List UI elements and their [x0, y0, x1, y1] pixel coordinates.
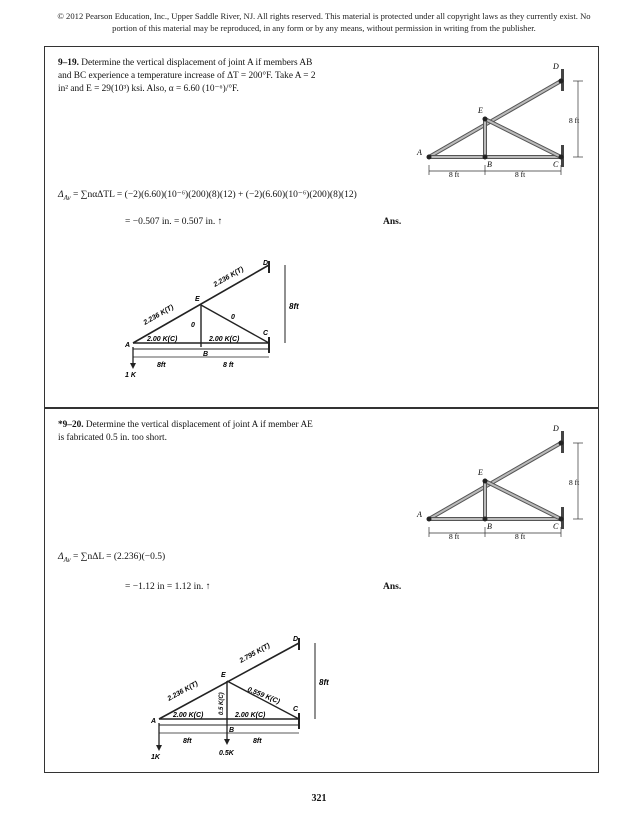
- sk-member-eb: 0: [191, 322, 195, 329]
- eq-subscript: Av: [63, 193, 71, 202]
- problem-number: *9–20.: [58, 420, 84, 430]
- sk-member-ab: 2.00 K(C): [147, 336, 178, 343]
- sk-member-ec: 0: [231, 314, 235, 321]
- problem-panel-9-19: [44, 46, 599, 408]
- label-b: B: [487, 160, 492, 169]
- dim-height: 8 ft: [569, 116, 580, 125]
- problem-statement: [58, 419, 320, 445]
- equation-line-2: = −0.507 in. = 0.507 in. ↑: [125, 217, 223, 227]
- label-e: E: [478, 468, 483, 477]
- sk-load2: 0.5K: [219, 750, 234, 757]
- copyright-notice: © 2012 Pearson Education, Inc., Upper Saddle River, NJ. All rights reserved. This material is protected under all copyright laws as they currently exist. No portion of this material may be reproduced, in any form or by any means, without permission in writing from the publisher.: [57, 11, 591, 33]
- page-number: 321: [311, 793, 327, 804]
- sk-member-eb: 0.5 K(C): [219, 692, 225, 715]
- answer-label: Ans.: [383, 582, 402, 592]
- dim-left: 8 ft: [449, 170, 460, 179]
- answer-label: Ans.: [383, 217, 402, 227]
- dim-left: 8 ft: [449, 532, 460, 541]
- sk-member-ec: 0.559 K(C): [246, 686, 281, 706]
- label-e: E: [478, 106, 483, 115]
- label-d: D: [553, 62, 559, 71]
- sk-member-bc: 2.00 K(C): [235, 712, 266, 719]
- sk-member-ed: 2.795 K(T): [238, 642, 272, 665]
- dim-height: 8 ft: [569, 478, 580, 487]
- sk-b: B: [203, 351, 209, 358]
- equation-line-1: [58, 189, 357, 202]
- label-a: A: [417, 148, 422, 157]
- label-c: C: [553, 522, 559, 531]
- sk-load: 1 K: [125, 372, 136, 379]
- sk-member-bc: 2.00 K(C): [209, 336, 240, 343]
- sk-height: 8ft: [319, 678, 329, 687]
- truss-figure: [393, 53, 593, 179]
- label-a: A: [417, 510, 422, 519]
- sk-e: E: [195, 296, 200, 303]
- sk-d: D: [293, 636, 299, 643]
- problem-text: Determine the vertical displacement of joint A if member AE is fabricated 0.5 in. too short.: [58, 420, 313, 443]
- sk-a: A: [151, 718, 157, 725]
- sk-e: E: [221, 672, 226, 679]
- dim-right: 8 ft: [515, 170, 526, 179]
- problem-text: Determine the vertical displacement of joint A if members AB and BC experience a temperature increase of ΔT = 200°F. Take A = 2 in² and E = 29(10³) ksi. Also, α = 6.60 (10⁻⁶)/°F.: [58, 58, 316, 94]
- eq-rhs: = ∑nαΔTL = (−2)(6.60)(10⁻⁶)(200)(8)(12) + (−2)(6.60)(10⁻⁶)(200)(8)(12): [72, 190, 357, 200]
- sk-span2: 8ft: [253, 738, 262, 745]
- sk-height: 8ft: [289, 302, 299, 311]
- sk-c: C: [293, 706, 299, 713]
- hand-sketch-2: [149, 635, 359, 761]
- label-b: B: [487, 522, 492, 531]
- sk-span2: 8 ft: [223, 362, 234, 369]
- truss-figure: [393, 415, 593, 543]
- eq-rhs: = ∑nΔL = (2.236)(−0.5): [72, 552, 166, 562]
- sk-span1: 8ft: [183, 738, 192, 745]
- label-c: C: [553, 160, 559, 169]
- problem-number: 9–19.: [58, 58, 79, 68]
- equation-line-2: = −1.12 in = 1.12 in. ↑: [125, 582, 211, 592]
- sk-span1: 8ft: [157, 362, 166, 369]
- label-d: D: [553, 424, 559, 433]
- dim-right: 8 ft: [515, 532, 526, 541]
- eq-delta: Δ: [58, 190, 64, 200]
- sk-b: B: [229, 727, 235, 734]
- sk-member-ab: 2.00 K(C): [173, 712, 204, 719]
- sk-load: 1K: [151, 754, 160, 761]
- equation-line-1: [58, 552, 165, 564]
- sk-d: D: [263, 260, 269, 267]
- sk-member-ae: 2.236 K(T): [142, 303, 175, 327]
- hand-sketch-1: [123, 257, 323, 377]
- problem-panel-9-20: [44, 408, 599, 773]
- problem-statement: [58, 57, 320, 96]
- sk-a: A: [125, 342, 131, 349]
- sk-member-ae: 2.236 K(T): [166, 680, 200, 703]
- eq-subscript: Av: [63, 555, 71, 564]
- sk-member-ed: 2.236 K(T): [212, 265, 245, 289]
- eq-delta: Δ: [58, 552, 64, 562]
- sk-c: C: [263, 330, 269, 337]
